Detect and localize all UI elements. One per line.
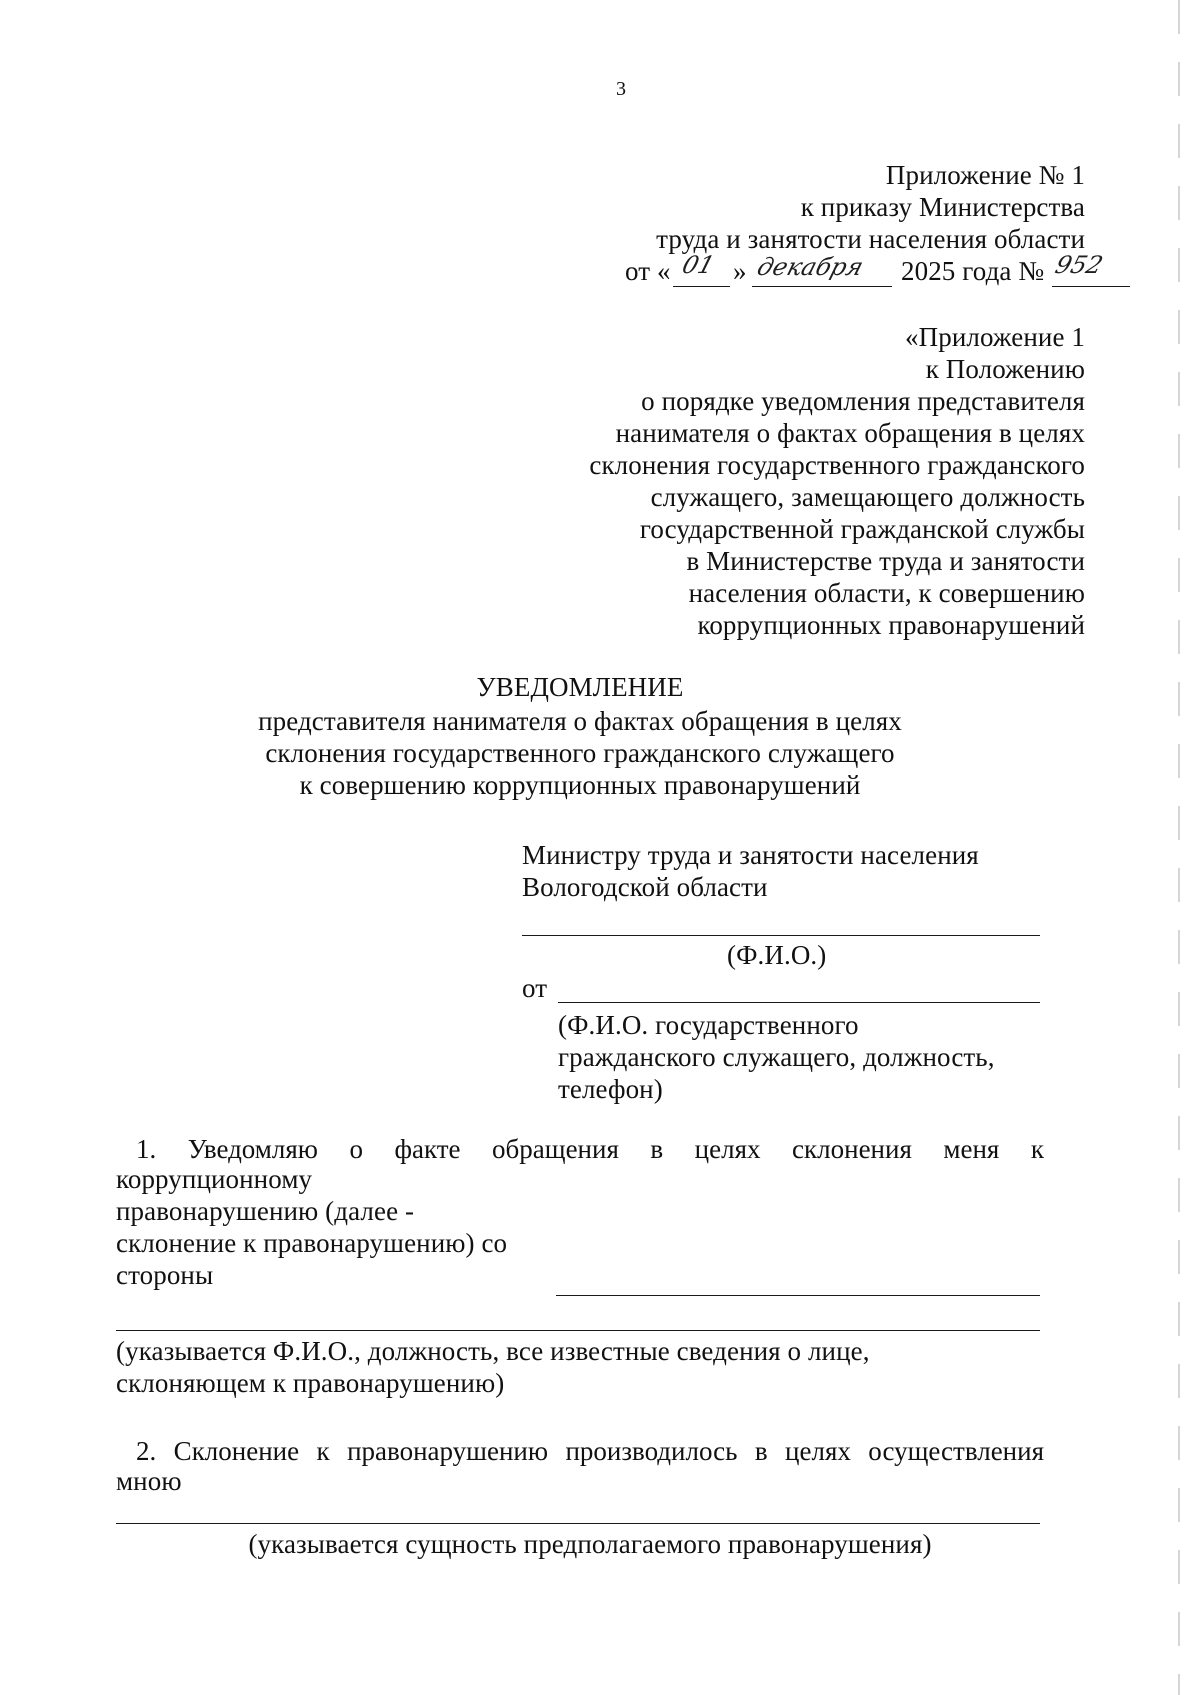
date-day-handwritten: 01 <box>678 251 718 279</box>
header-line-3: труда и занятости населения области <box>656 224 1085 254</box>
title-subline-3: к совершению коррупционных правонарушений <box>299 770 861 800</box>
annex-line-3: о порядке уведомления представителя <box>641 386 1085 416</box>
paragraph-1-caption-1: (указывается Ф.И.О., должность, все известные сведения о лице, <box>116 1336 870 1366</box>
paragraph-2-first-line: 2. Склонение к правонарушению производилось в целях осуществления <box>136 1436 1044 1466</box>
paragraph-1-line-3: правонарушению (далее - <box>116 1196 415 1226</box>
order-number-handwritten: 952 <box>1051 251 1107 279</box>
paragraph-1-line-2: коррупционному <box>116 1164 313 1194</box>
from-caption-1: (Ф.И.О. государственного <box>558 1010 859 1040</box>
paragraph-1-line-5: стороны <box>116 1260 214 1290</box>
date-year-text: 2025 года № <box>901 256 1045 286</box>
paragraph-1-line-4: склонение к правонарушению) со <box>116 1228 508 1258</box>
addressee-fio-line <box>522 935 1040 936</box>
addressee-fio-caption: (Ф.И.О.) <box>727 940 827 970</box>
document-title: УВЕДОМЛЕНИЕ <box>476 672 684 702</box>
annex-line-7: государственной гражданской службы <box>639 514 1085 544</box>
addressee-line-1: Министру труда и занятости населения <box>522 840 979 870</box>
annex-line-5: склонения государственного гражданского <box>589 450 1085 480</box>
paragraph-1-first-line: 1. Уведомляю о факте обращения в целях склонения меня к <box>136 1134 1044 1164</box>
date-separator: » <box>733 256 747 286</box>
from-label: от <box>522 973 548 1003</box>
date-month-underline <box>752 286 892 287</box>
annex-line-10: коррупционных правонарушений <box>697 610 1085 640</box>
page-number: 3 <box>616 78 627 100</box>
title-subline-1: представителя нанимателя о фактах обращения в целях <box>258 706 902 736</box>
annex-line-4: нанимателя о фактах обращения в целях <box>615 418 1085 448</box>
annex-line-9: населения области, к совершению <box>688 578 1085 608</box>
annex-line-8: в Министерстве труда и занятости <box>686 546 1085 576</box>
paragraph-2-line-2: мною <box>116 1466 182 1496</box>
date-prefix: от « <box>625 256 671 286</box>
paragraph-2-caption: (указывается сущность предполагаемого правонарушения) <box>248 1529 932 1559</box>
annex-line-6: служащего, замещающего должность <box>650 482 1085 512</box>
from-fio-line <box>558 1002 1040 1003</box>
title-subline-2: склонения государственного гражданского служащего <box>265 738 895 768</box>
date-day-underline <box>673 286 730 287</box>
from-caption-3: телефон) <box>558 1074 663 1104</box>
scan-edge-marks <box>1178 0 1180 1695</box>
annex-line-2: к Положению <box>925 354 1085 384</box>
annex-line-1: «Приложение 1 <box>905 322 1085 352</box>
paragraph-1-source-line <box>556 1295 1040 1296</box>
date-month-handwritten: декабря <box>753 253 867 281</box>
from-caption-2: гражданского служащего, должность, <box>558 1042 995 1072</box>
paragraph-2-full-line <box>116 1523 1040 1524</box>
header-line-2: к приказу Министерства <box>800 192 1085 222</box>
order-number-underline <box>1052 286 1130 287</box>
addressee-line-2: Вологодской области <box>522 872 768 902</box>
paragraph-1-caption-2: склоняющем к правонарушению) <box>116 1368 505 1398</box>
paragraph-1-full-line <box>116 1330 1040 1331</box>
header-line-1: Приложение № 1 <box>885 160 1085 190</box>
